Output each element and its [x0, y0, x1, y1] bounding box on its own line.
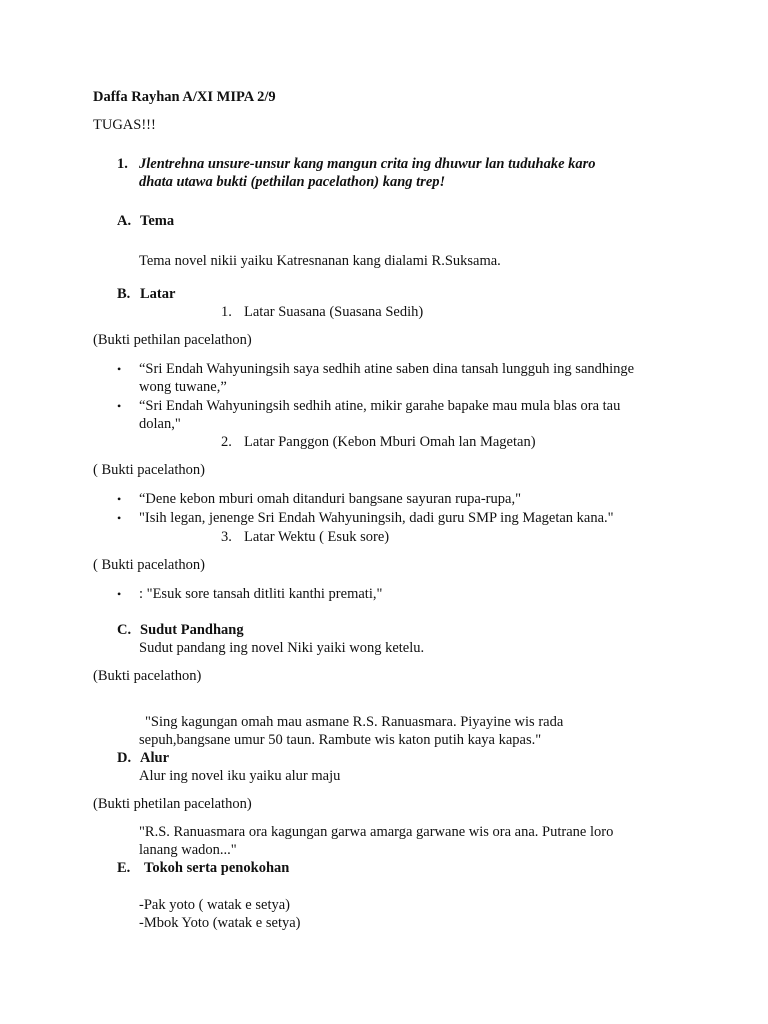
section-d-body: Alur ing novel iku yaiku alur maju — [139, 768, 341, 784]
character-item: -Pak yoto ( watak e setya) — [139, 897, 290, 913]
quote-line: sepuh,bangsane umur 50 taun. Rambute wis katon putih kaya kapas." — [139, 732, 542, 748]
character-item: -Mbok Yoto (watak e setya) — [139, 915, 301, 931]
quote-line: wong tuwane,” — [139, 379, 227, 395]
question-line-2: dhata utawa bukti (pethilan pacelathon) kang trep! — [139, 174, 446, 190]
question-line-1: Jlentrehna unsure-unsur kang mangun crita ing dhuwur lan tuduhake karo — [139, 156, 596, 172]
latar-3-number: 3. — [221, 529, 232, 545]
quote-line: "Sing kagungan omah mau asmane R.S. Ranuasmara. Piyayine wis rada — [145, 714, 564, 730]
quote-line: "Isih legan, jenenge Sri Endah Wahyuningsih, dadi guru SMP ing Magetan kana." — [139, 510, 614, 526]
quote-line: : "Esuk sore tansah ditliti kanthi premati," — [139, 586, 383, 602]
section-a-title: Tema — [140, 213, 175, 229]
section-c-letter: C. — [117, 622, 132, 638]
proof-label: (Bukti pethilan pacelathon) — [93, 332, 252, 348]
latar-1-label: Latar Suasana (Suasana Sedih) — [244, 304, 424, 320]
quote-line: dolan," — [139, 416, 181, 432]
section-b-letter: B. — [117, 286, 131, 302]
student-name: Daffa Rayhan A/XI MIPA 2/9 — [93, 89, 276, 105]
quote-line: "R.S. Ranuasmara ora kagungan garwa amarga garwane wis ora ana. Putrane loro — [139, 824, 614, 840]
bullet-icon: • — [117, 399, 122, 413]
latar-3-label: Latar Wektu ( Esuk sore) — [244, 529, 390, 545]
section-c-body: Sudut pandang ing novel Niki yaiki wong ketelu. — [139, 640, 425, 656]
section-a-letter: A. — [117, 213, 132, 229]
question-number: 1. — [117, 156, 128, 172]
section-a-body: Tema novel nikii yaiku Katresnanan kang dialami R.Suksama. — [139, 253, 501, 269]
latar-2-number: 2. — [221, 434, 232, 450]
quote-line: “Sri Endah Wahyuningsih saya sedhih atine saben dina tansah lungguh ing sandhinge — [139, 361, 635, 377]
bullet-icon: • — [117, 511, 122, 525]
proof-label: (Bukti phetilan pacelathon) — [93, 796, 252, 812]
section-b-title: Latar — [140, 286, 176, 302]
section-d-letter: D. — [117, 750, 132, 766]
task-heading: TUGAS!!! — [93, 117, 156, 133]
proof-label: (Bukti pacelathon) — [93, 668, 202, 684]
quote-line: “Sri Endah Wahyuningsih sedhih atine, mikir garahe bapake mau mula blas ora tau — [139, 398, 621, 414]
proof-label: ( Bukti pacelathon) — [93, 462, 205, 478]
section-d-title: Alur — [140, 750, 169, 766]
proof-label: ( Bukti pacelathon) — [93, 557, 205, 573]
bullet-icon: • — [117, 587, 122, 601]
quote-line: “Dene kebon mburi omah ditanduri bangsane sayuran rupa-rupa," — [139, 491, 521, 507]
section-e-title: Tokoh serta penokohan — [144, 860, 290, 876]
bullet-icon: • — [117, 362, 122, 376]
quote-line: lanang wadon..." — [139, 842, 237, 858]
latar-1-number: 1. — [221, 304, 232, 320]
latar-2-label: Latar Panggon (Kebon Mburi Omah lan Magetan) — [244, 434, 536, 450]
section-e-letter: E. — [117, 860, 131, 876]
bullet-icon: • — [117, 492, 122, 506]
section-c-title: Sudut Pandhang — [140, 622, 244, 638]
